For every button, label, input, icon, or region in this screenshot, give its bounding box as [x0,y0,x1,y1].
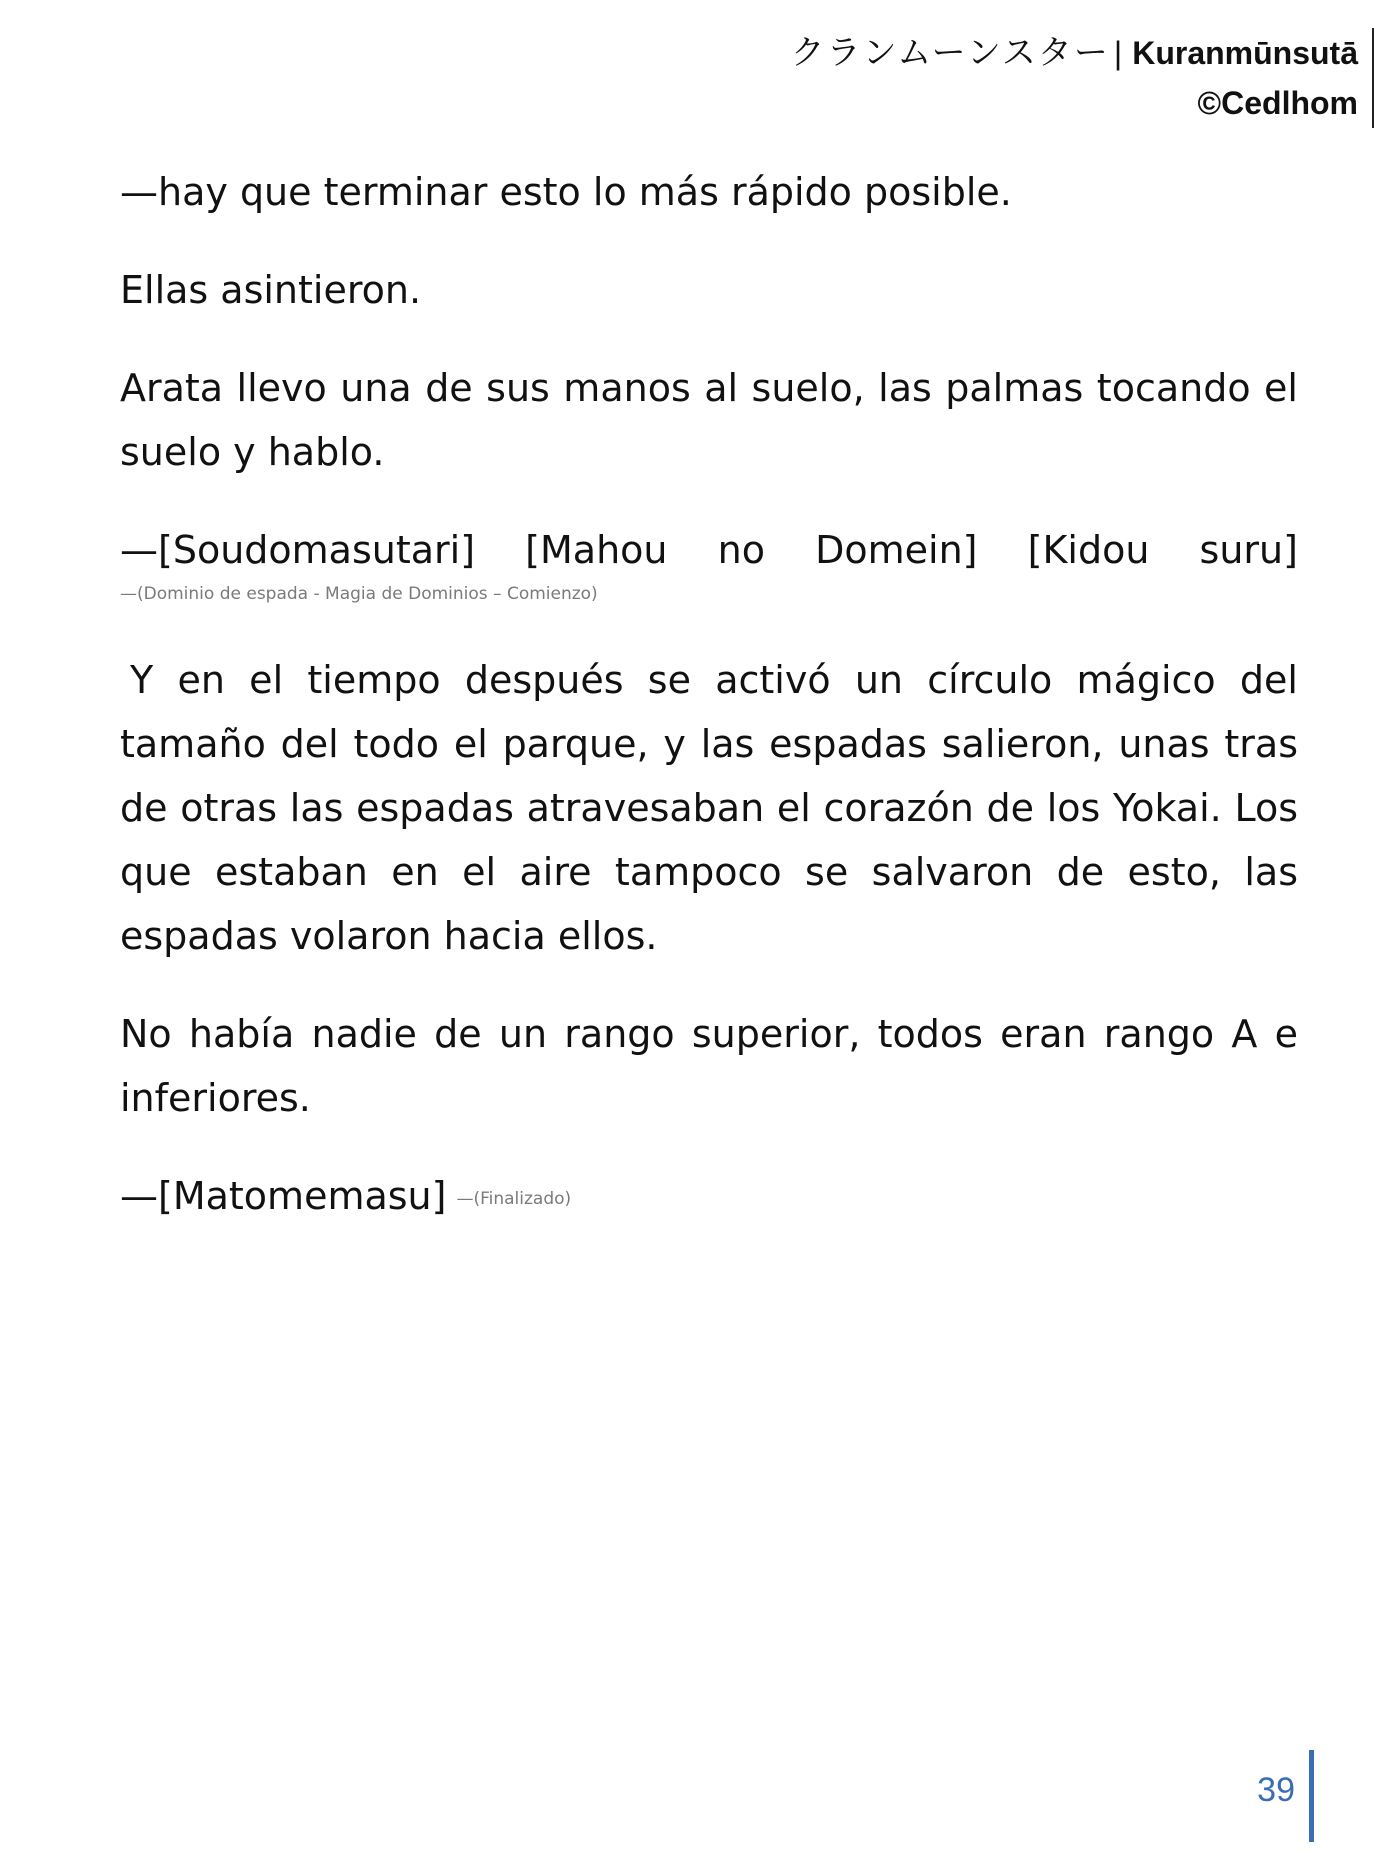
spell-word: suru] [1199,528,1298,572]
header-japanese-title: クランムーンスター [790,33,1110,73]
paragraph-4: Y en el tiempo después se activó un círculo mágico del tamaño del todo el parque, y las espadas salieron, unas tras de otras las espadas atravesaban el corazón de los Yokai. Los que estaban en el aire tampoco se salvaron de esto, las espadas volaron hacia ellos. [120,658,1298,958]
paragraph-5: No había nadie de un rango superior, todos eran rango A e inferiores. [120,1012,1298,1120]
header-title-line [791,28,1358,78]
page-header [791,28,1374,128]
spell-incantation-1 [120,518,1298,582]
paragraph-2: Ellas asintieron. [120,268,422,312]
spell-translation-note-1: —(Dominio de espada - Magia de Dominios – Comienzo) [120,584,598,604]
header-separator: | [1113,35,1123,71]
spell-text: —[Matomemasu] [120,1174,447,1218]
spell-word: Domein] [815,528,978,572]
paragraph-1: —hay que terminar esto lo más rápido posible. [120,170,1012,214]
spell-word: no [717,528,765,572]
header-romaji-title: Kuranmūnsutā [1132,35,1358,71]
page-body [120,160,1298,1265]
spell-word: —[Soudomasutari] [120,528,476,572]
spell-translation-note-2: —(Finalizado) [456,1188,572,1209]
page-number: 39 [1257,1750,1314,1842]
spell-word: [Mahou [525,528,668,572]
paragraph-3: Arata llevo una de sus manos al suelo, las palmas tocando el suelo y hablo. [120,366,1298,474]
spell-word: [Kidou [1027,528,1150,572]
header-copyright: ©Cedlhom [1197,85,1358,121]
spell-incantation-2 [120,1164,1298,1231]
